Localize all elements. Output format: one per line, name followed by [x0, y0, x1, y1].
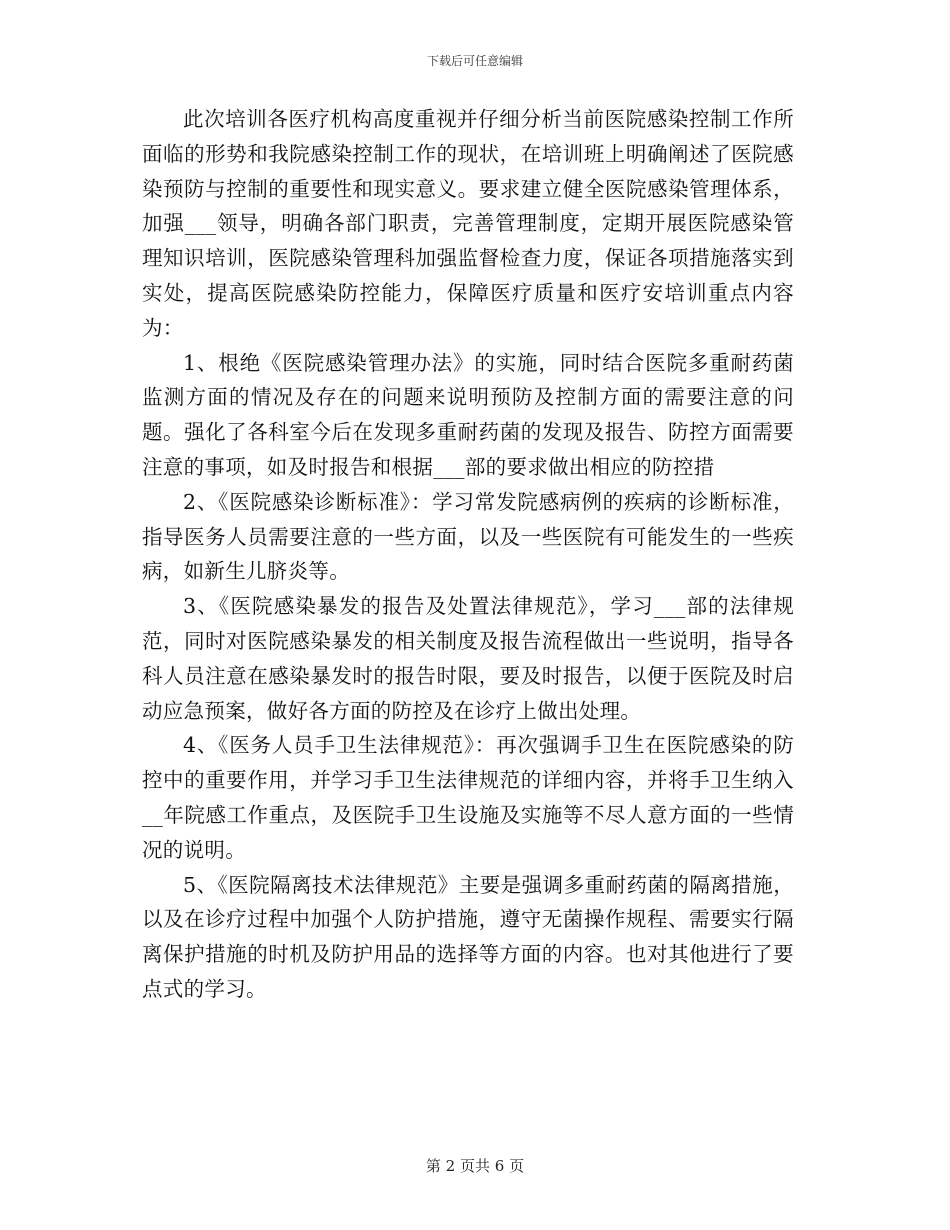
page-footer: 第 2 页共 6 页: [425, 1157, 525, 1175]
item-3-paragraph: 3、《医院感染暴发的报告及处置法律规范》，学习___部的法律规范，同时对医院感染暴发的相关制度及报告流程做出一些说明，指导各科人员注意在感染暴发时的报告时限，要及时报告，以便于医院及时启动应急预案，做好各方面的防控及在诊疗上做出处理。: [142, 594, 794, 723]
header-note: 下载后可任意编辑: [426, 54, 523, 68]
intro-paragraph: 此次培训各医疗机构高度重视并仔细分析当前医院感染控制工作所面临的形势和我院感染控制工作的现状，在培训班上明确阐述了医院感染预防与控制的重要性和现实意义。要求建立健全医院感染管理体系，加强___领导，明确各部门职责，完善管理制度，定期开展医院感染管理知识培训，医院感染管理科加强监督检查力度，保证各项措施落实到实处，提高医院感染防控能力，保障医疗质量和医疗安培训重点内容为：: [142, 107, 794, 340]
item-4-paragraph: 4、《医务人员手卫生法律规范》：再次强调手卫生在医院感染的防控中的重要作用，并学习手卫生法律规范的详细内容，并将手卫生纳入__年院感工作重点，及医院手卫生设施及实施等不尽人意方面的一些情况的说明。: [142, 733, 794, 862]
item-5-paragraph: 5、《医院隔离技术法律规范》主要是强调多重耐药菌的隔离措施，以及在诊疗过程中加强个人防护措施，遵守无菌操作规程、需要实行隔离保护措施的时机及防护用品的选择等方面的内容。也对其他进行了要点式的学习。: [142, 872, 794, 1001]
item-1-paragraph: 1、根绝《医院感染管理办法》的实施，同时结合医院多重耐药菌监测方面的情况及存在的问题来说明预防及控制方面的需要注意的问题。强化了各科室今后在发现多重耐药菌的发现及报告、防控方面需要注意的事项，如及时报告和根据___部的要求做出相应的防控措: [142, 350, 794, 479]
document-body: [142, 102, 794, 1007]
item-2-paragraph: 2、《医院感染诊断标准》：学习常发院感病例的疾病的诊断标准，指导医务人员需要注意的一些方面，以及一些医院有可能发生的一些疾病，如新生儿脐炎等。: [142, 489, 794, 584]
